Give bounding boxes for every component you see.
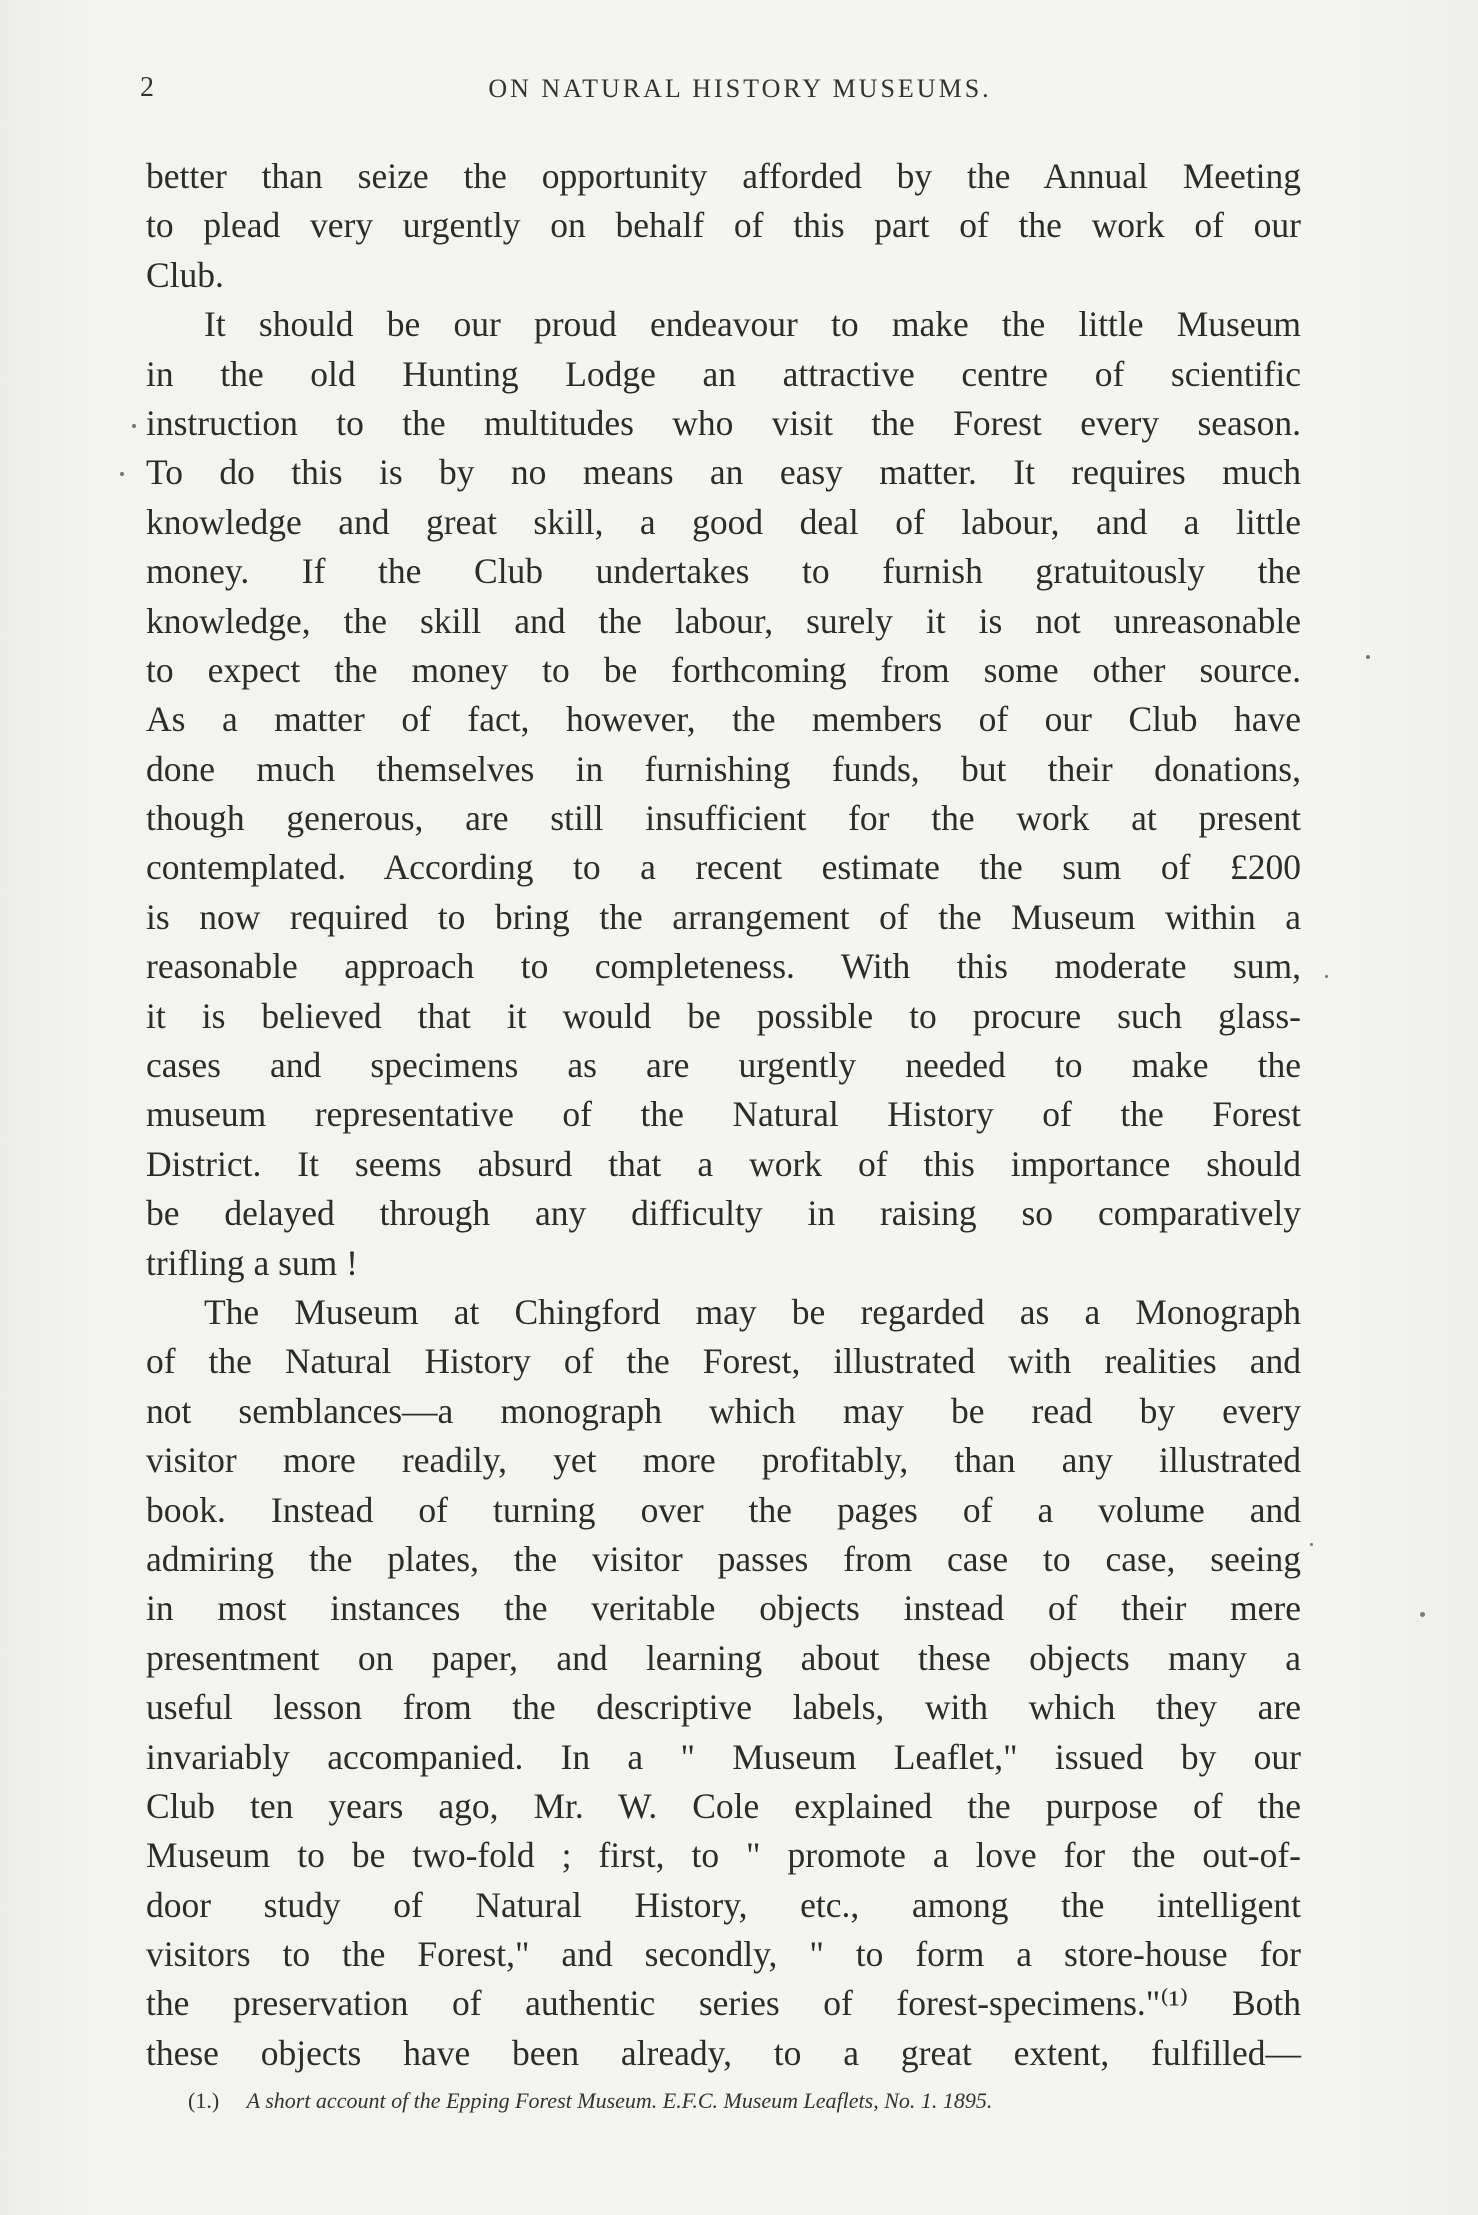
footnote-marker: (1.) — [188, 2088, 220, 2113]
text-line: Museum to be two-fold ; first, to " promote a love for the out-of- — [146, 1835, 1301, 1876]
text-line: the preservation of authentic series of forest-specimens."⁽¹⁾ Both — [146, 1983, 1301, 2024]
footnote — [188, 2088, 1298, 2114]
text-line: book. Instead of turning over the pages of a volume and — [146, 1489, 1301, 1530]
text-line: be delayed through any difficulty in raising so comparatively — [146, 1193, 1301, 1234]
text-line: done much themselves in furnishing funds, but their donations, — [146, 748, 1301, 789]
text-line: As a matter of fact, however, the members of our Club have — [146, 699, 1301, 740]
text-line: invariably accompanied. In a " Museum Leaflet," issued by our — [146, 1736, 1301, 1777]
text-line: The Museum at Chingford may be regarded as a Monograph — [204, 1291, 1301, 1332]
print-speck — [1325, 975, 1328, 978]
text-line: It should be our proud endeavour to make the little Museum — [204, 304, 1301, 345]
print-speck — [1366, 655, 1370, 659]
paragraph-2 — [146, 300, 1301, 1288]
text-line: Club. — [146, 254, 224, 295]
text-line: visitor more readily, yet more profitably, than any illustrated — [146, 1440, 1301, 1481]
paragraph-3 — [146, 1288, 1301, 2078]
text-line: of the Natural History of the Forest, illustrated with realities and — [146, 1341, 1301, 1382]
text-line: in the old Hunting Lodge an attractive centre of scientific — [146, 353, 1301, 394]
text-line: these objects have been already, to a great extent, fulfilled— — [146, 2032, 1301, 2073]
text-line: knowledge, the skill and the labour, surely it is not unreasonable — [146, 600, 1301, 641]
body-text — [146, 152, 1301, 2078]
text-line: to plead very urgently on behalf of this part of the work of our — [146, 205, 1301, 246]
text-line: is now required to bring the arrangement of the Museum within a — [146, 896, 1301, 937]
running-head — [120, 72, 1360, 112]
text-line: trifling a sum ! — [146, 1242, 358, 1283]
print-speck — [132, 424, 136, 428]
footnote-text: A short account of the Epping Forest Museum. E.F.C. Museum Leaflets, No. 1. 1895. — [246, 2088, 993, 2113]
text-line: useful lesson from the descriptive labels, with which they are — [146, 1687, 1301, 1728]
text-line: To do this is by no means an easy matter. It requires much — [146, 452, 1301, 493]
print-speck — [120, 472, 124, 476]
text-line: money. If the Club undertakes to furnish gratuitously the — [146, 551, 1301, 592]
text-line: to expect the money to be forthcoming from some other source. — [146, 649, 1301, 690]
text-line: presentment on paper, and learning about these objects many a — [146, 1637, 1301, 1678]
print-speck — [1310, 1543, 1313, 1546]
text-line: admiring the plates, the visitor passes from case to case, seeing — [146, 1538, 1301, 1579]
text-line: cases and specimens as are urgently needed to make the — [146, 1045, 1301, 1086]
text-line: visitors to the Forest," and secondly, " to form a store-house for — [146, 1934, 1301, 1975]
text-line: reasonable approach to completeness. With this moderate sum, — [146, 946, 1301, 987]
text-line: knowledge and great skill, a good deal of labour, and a little — [146, 501, 1301, 542]
text-line: in most instances the veritable objects instead of their mere — [146, 1588, 1301, 1629]
text-line: door study of Natural History, etc., among the intelligent — [146, 1884, 1301, 1925]
text-line: though generous, are still insufficient for the work at present — [146, 798, 1301, 839]
text-line: District. It seems absurd that a work of this importance should — [146, 1143, 1301, 1184]
text-line: it is believed that it would be possible to procure such glass- — [146, 995, 1301, 1036]
paragraph-1 — [146, 152, 1301, 300]
page-number: 2 — [140, 72, 154, 103]
text-line: instruction to the multitudes who visit the Forest every season. — [146, 402, 1301, 443]
text-line: Club ten years ago, Mr. W. Cole explained the purpose of the — [146, 1785, 1301, 1826]
text-line: not semblances—a monograph which may be read by every — [146, 1390, 1301, 1431]
text-line: contemplated. According to a recent estimate the sum of £200 — [146, 847, 1301, 888]
text-line: museum representative of the Natural History of the Forest — [146, 1094, 1301, 1135]
text-line: better than seize the opportunity afforded by the Annual Meeting — [146, 156, 1301, 196]
print-speck — [1420, 1612, 1425, 1617]
running-title: ON NATURAL HISTORY MUSEUMS. — [488, 74, 992, 103]
